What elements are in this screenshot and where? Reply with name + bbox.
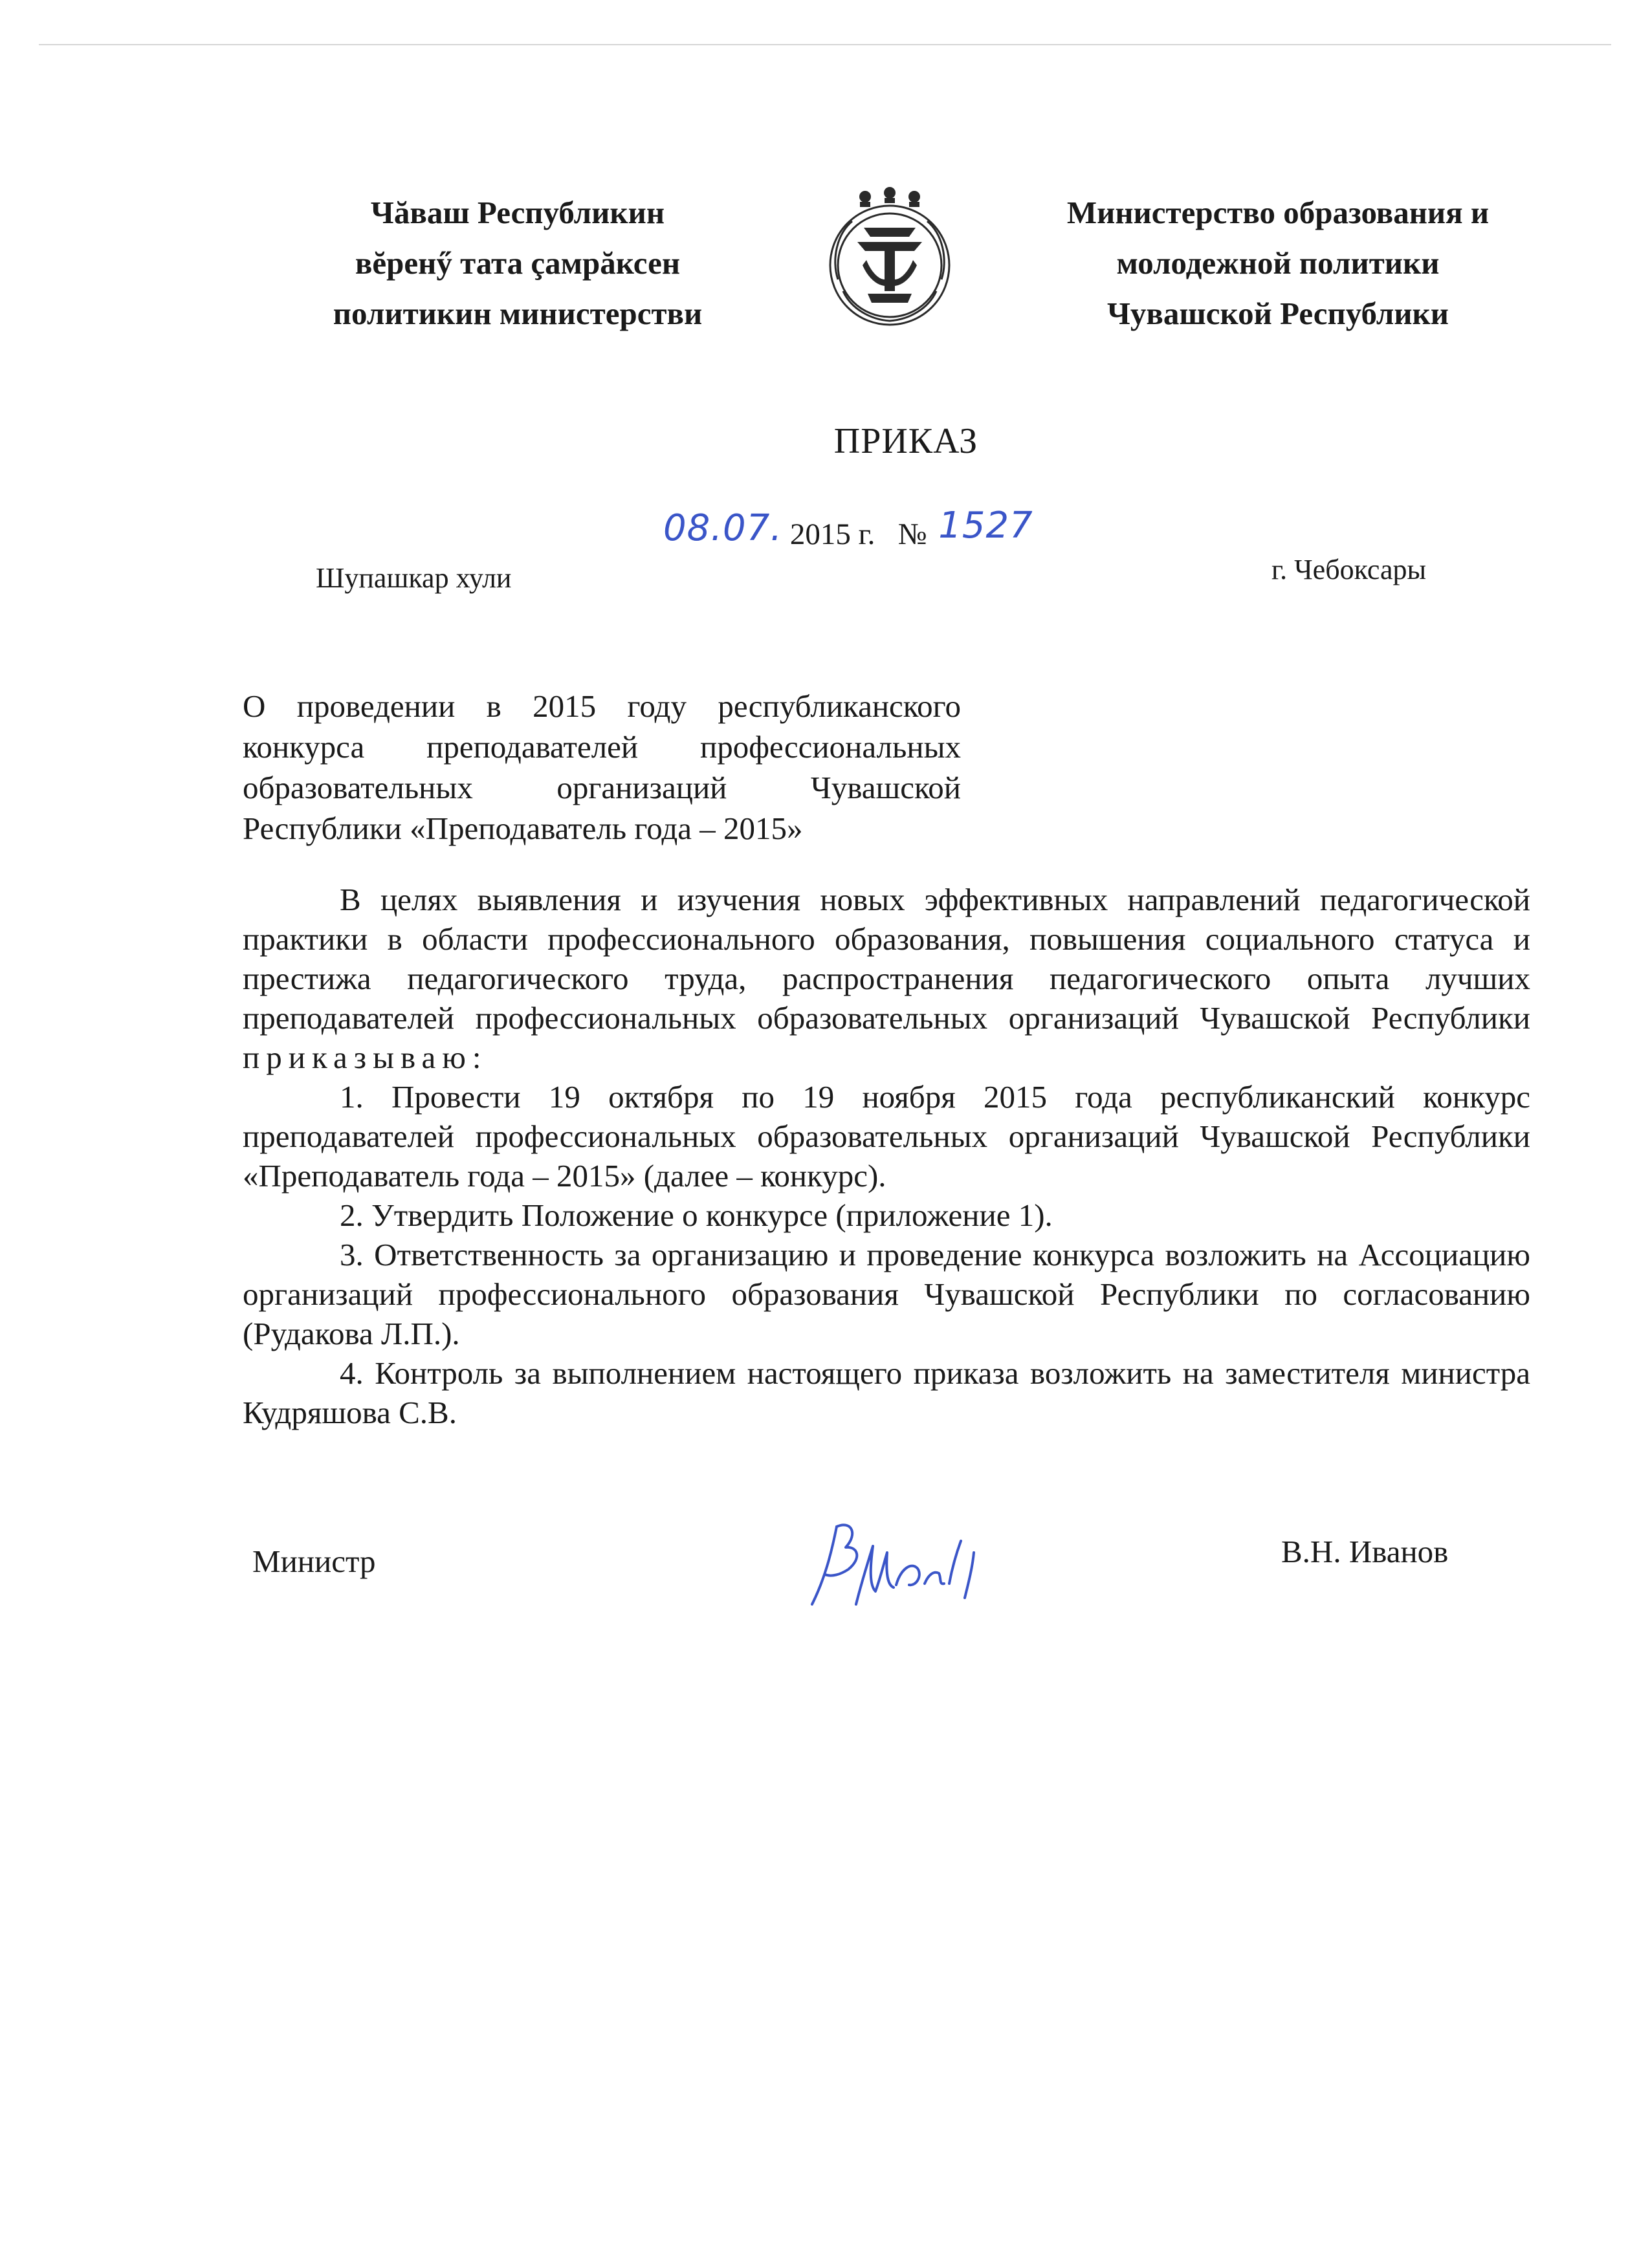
handwritten-order-number: 1527 — [938, 505, 1033, 547]
order-subject: О проведении в 2015 году республиканского конкурса преподавателей профессиональных образовательных организаций Чувашской Республики «Преподаватель года – 2015» — [243, 688, 961, 846]
header-chuvash-line-3: политикин министерстви — [333, 296, 703, 331]
order-date-number — [663, 505, 1033, 553]
order-body — [243, 880, 1530, 1432]
place-chuvash: Шупашкар хули — [316, 562, 512, 594]
header-chuvash — [278, 188, 757, 339]
number-sign: № — [897, 518, 927, 551]
signatory-position: Министр — [252, 1543, 376, 1579]
body-preamble — [243, 880, 1530, 1077]
header-russian-line-3: Чувашской Республики — [1106, 296, 1449, 331]
order-item-3: 3. Ответственность за организацию и проведение конкурса возложить на Ассоциацию организаций профессионального образования Чувашской Республики по согласованию (Рудакова Л.П.). — [243, 1237, 1530, 1351]
scan-edge-line — [39, 44, 1611, 45]
preamble-colon: : — [472, 1040, 481, 1075]
header-chuvash-line-1: Чăваш Республикин — [370, 195, 665, 230]
order-word: приказываю — [243, 1040, 472, 1075]
header-russian-line-2: молодежной политики — [1116, 245, 1440, 281]
order-year: 2015 г. — [789, 518, 875, 551]
handwritten-date: 08.07. — [663, 507, 783, 549]
order-item-4: 4. Контроль за выполнением настоящего приказа возложить на заместителя министра Кудряшова С.В. — [243, 1355, 1530, 1430]
header-russian-line-1: Министерство образования и — [1066, 195, 1490, 230]
handwritten-signature — [786, 1507, 1000, 1637]
order-item-1: 1. Провести 19 октября по 19 ноября 2015 года республиканский конкурс преподавателей профессиональных образовательных организаций Чувашской Республики «Преподаватель года – 2015» (далее – конкурс). — [243, 1079, 1530, 1194]
order-item-2: 2. Утвердить Положение о конкурсе (приложение 1). — [340, 1197, 1053, 1233]
preamble-text: В целях выявления и изучения новых эффективных направлений педагогической практики в области профессионального образования, повышения социального статуса и престижа педагогического труда, распространения педагогического опыта лучших преподавателей профессиональных образовательных организаций Чувашской Республики — [243, 882, 1530, 1036]
header-russian — [1006, 188, 1550, 339]
coat-of-arms-emblem — [812, 182, 967, 338]
place-russian: г. Чебоксары — [1271, 554, 1427, 585]
header-chuvash-line-2: вĕренӳ тата çамрăксен — [355, 245, 681, 281]
document-title: ПРИКАЗ — [833, 421, 978, 461]
signatory-name: В.Н. Иванов — [1281, 1534, 1449, 1569]
